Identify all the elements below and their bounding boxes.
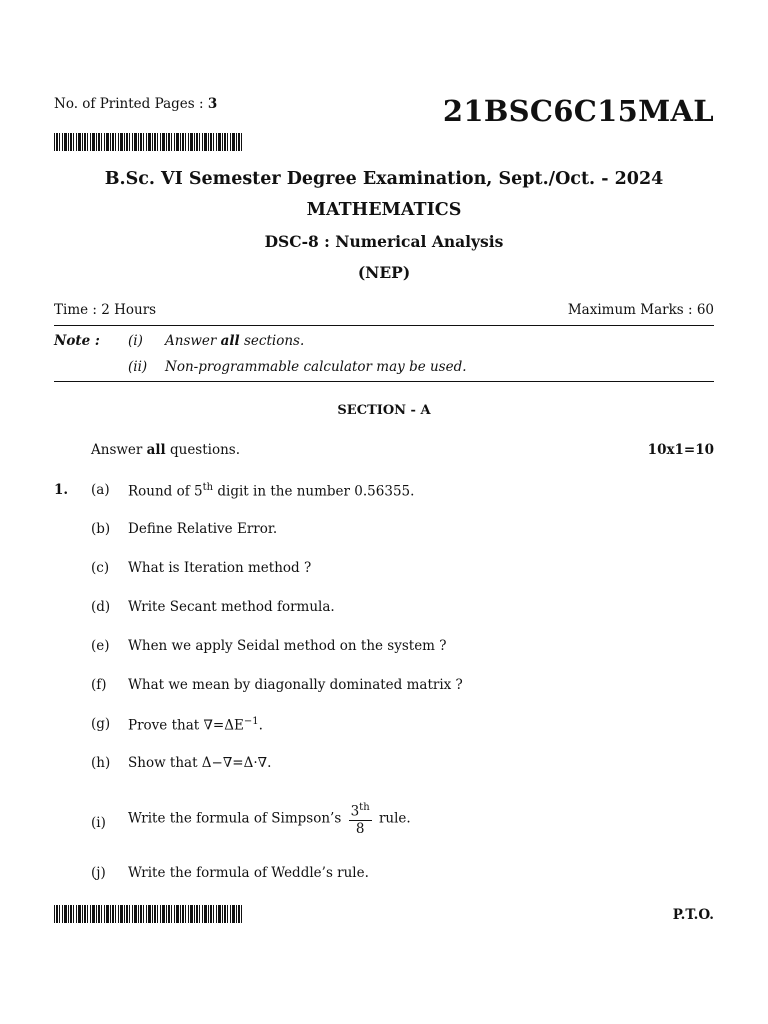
- section-a-instruction: Answer all questions.: [91, 442, 241, 458]
- printed-pages: [54, 96, 217, 112]
- question-number: 1.: [54, 482, 69, 498]
- note-item-1: Answer all sections.: [165, 333, 305, 349]
- question-i: (i) Write the formula of Simpson’s $\frac{3^{th}}{8}$ rule.: [91, 802, 411, 837]
- section-a-title: SECTION - A: [337, 403, 431, 418]
- question-b: (b) Define Relative Error.: [91, 521, 278, 537]
- max-marks-label: Maximum Marks : 60: [567, 302, 714, 318]
- section-a-marks: 10x1=10: [647, 442, 714, 458]
- divider-bottom: [54, 381, 714, 382]
- question-f: (f) What we mean by diagonally dominated matrix ?: [91, 677, 463, 693]
- divider-top: [54, 325, 714, 326]
- barcode-bottom: [54, 905, 244, 923]
- question-h: (h) Show that Δ−∇=Δ·∇.: [91, 755, 272, 771]
- paper-title: DSC-8 : Numerical Analysis: [264, 232, 504, 251]
- subject-title: MATHEMATICS: [306, 200, 462, 220]
- exam-title: B.Sc. VI Semester Degree Examination, Sept./Oct. - 2024: [104, 169, 664, 189]
- note-label: Note :: [54, 333, 100, 349]
- question-d: (d) Write Secant method formula.: [91, 599, 335, 615]
- note-item-2-num: (ii): [128, 359, 148, 375]
- question-c: (c) What is Iteration method ?: [91, 560, 312, 576]
- question-a: (a) Round of 5th digit in the number 0.56355.: [91, 482, 415, 500]
- question-j: (j) Write the formula of Weddle’s rule.: [91, 865, 369, 881]
- time-label: Time : 2 Hours: [54, 302, 157, 318]
- pto-label: P.T.O.: [672, 907, 714, 923]
- question-g: (g) Prove that $\nabla=\Delta E^{-1}$.: [91, 716, 263, 734]
- fraction-three-eighths: $\frac{3^{th}}{8}$: [350, 802, 370, 837]
- printed-pages-label: No. of Printed Pages :: [54, 96, 208, 112]
- note-item-2: Non-programmable calculator may be used.: [165, 359, 467, 375]
- note-item-1-num: (i): [128, 333, 143, 349]
- paper-code: 21BSC6C15MAL: [442, 94, 714, 128]
- barcode-top: [54, 133, 244, 151]
- printed-pages-value: 3: [207, 96, 218, 112]
- question-e: (e) When we apply Seidal method on the system ?: [91, 638, 447, 654]
- scheme-title: (NEP): [357, 263, 411, 282]
